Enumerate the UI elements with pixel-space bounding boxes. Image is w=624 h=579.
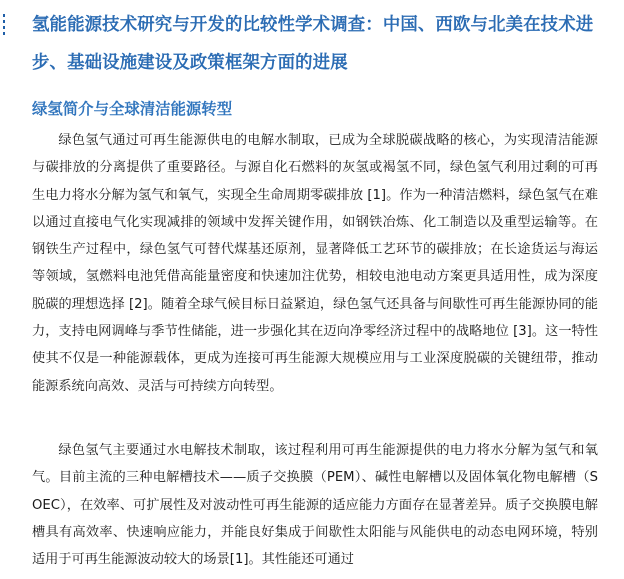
body-paragraph: 绿色氢气主要通过水电解技术制取，该过程利用可再生能源提供的电力将水分解为氢气和氧气。目前主流的三种电解槽技术——质子交换膜（PEM）、碱性电解槽以及固体氧化物电解槽（SOEC），在效率、可扩展性及对波动性可再生能源的适应能力方面存在显著差异。质子交换膜电解槽具有高效率、快速响应能力，并能良好集成于间歇性太阳能与风能供电的动态电网环境，特别适用于可再生能源波动较大的场景[1]。其性能还可通过 — [32, 443, 598, 568]
body-paragraph: 绿色氢气通过可再生能源供电的电解水制取，已成为全球脱碳战略的核心，为实现清洁能源与碳排放的分离提供了重要路径。与源自化石燃料的灰氢或褐氢不同，绿色氢气利用过剩的可再生电力将水分解为氢气和氧气，实现全生命周期零碳排放 [1]。作为一种清洁燃料，绿色氢气在难以通过直接电气化实现减排的领域中发挥关键作用，如钢铁冶炼、化工制造以及重型运输等。在钢铁生产过程中，绿色氢气可替代煤基还原剂，显著降低工艺环节的碳排放；在长途货运与海运等领域，氢燃料电池凭借高能量密度和快速加注优势，相较电池电动方案更具适用性，成为深度脱碳的理想选择 [2]。随着全球气候目标日益紧迫，绿色氢气还具备与间歇性可再生能源协同的能力，支持电网调峰与季节性储能，进一步强化其在迈向净零经济过程中的战略地位 [3]。这一特性使其不仅是一种能源载体，更成为连接可再生能源大规模应用与工业深度脱碳的关键纽带，推动能源系统向高效、灵活与可持续方向转型。 — [32, 133, 598, 394]
document-title: 氢能能源技术研究与开发的比较性学术调查：中国、西欧与北美在技术进步、基础设施建设及政策框架方面的进展 — [32, 15, 594, 73]
section-heading: 绿氢简介与全球清洁能源转型 — [32, 100, 233, 118]
text-cursor-marker — [3, 14, 7, 35]
